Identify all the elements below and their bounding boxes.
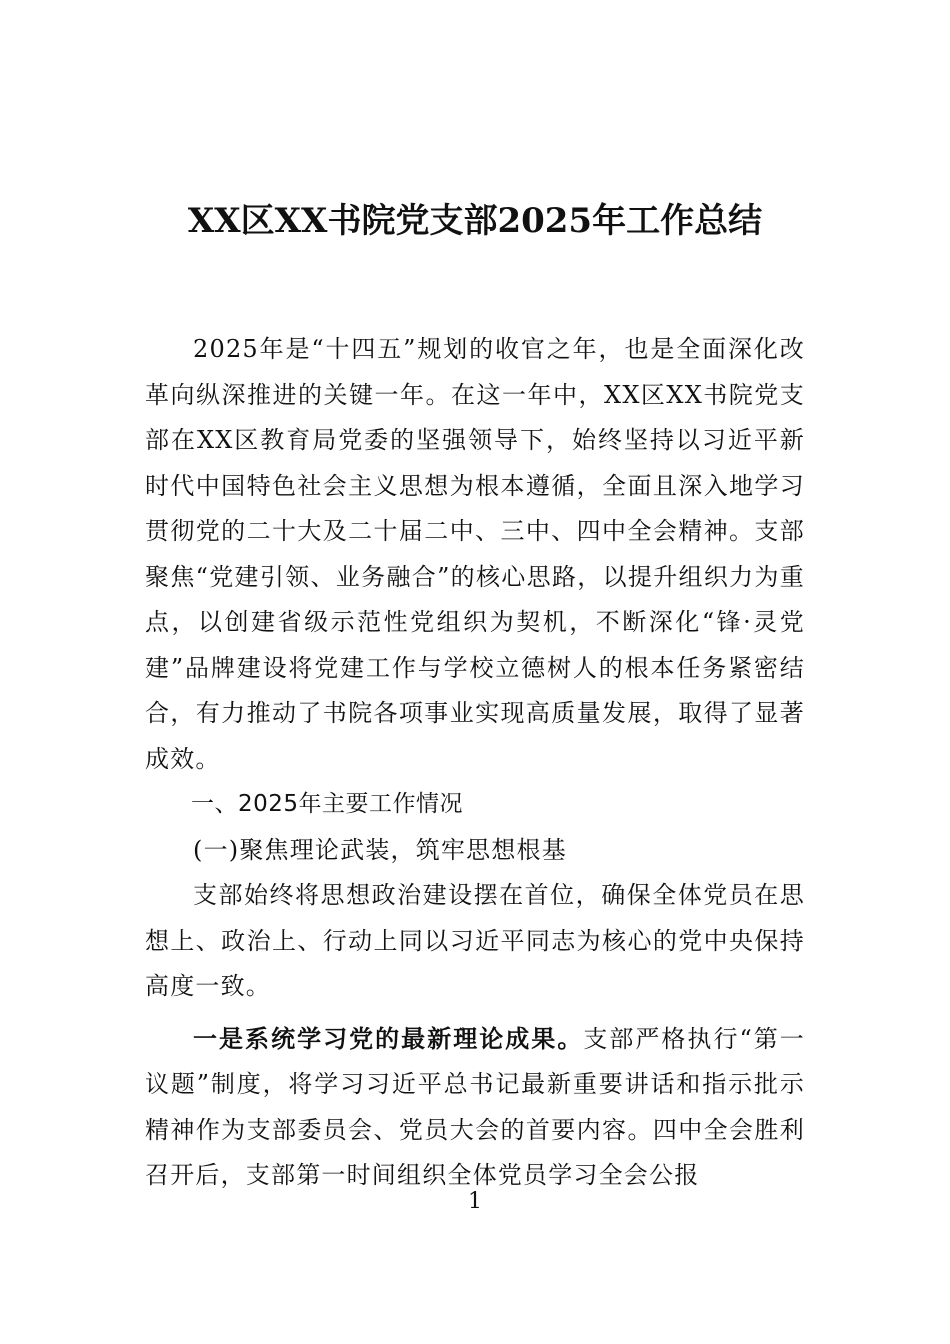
point-text: 支部严格执行“第一议题”制度，将学习习近平总书记最新重要讲话和指示批示精神作为支部委员会、党员大会的首要内容。四中全会胜利召开后，支部第一时间组织全体党员学习全会公报 xyxy=(145,1024,805,1189)
section-heading: 一、2025年主要工作情况 xyxy=(191,791,464,817)
document-title: XX区XX书院党支部2025年工作总结 xyxy=(187,201,763,241)
document-body xyxy=(145,327,805,1199)
intro-paragraph: 2025年是“十四五”规划的收官之年，也是全面深化改革向纵深推进的关键一年。在这一年中，XX区XX书院党支部在XX区教育局党委的坚强领导下，始终坚持以习近平新时代中国特色社会主义思想为根本遵循，全面且深入地学习贯彻党的二十大及二十届二中、三中、四中全会精神。支部聚焦“党建引领、业务融合”的核心思路，以提升组织力为重点，以创建省级示范性党组织为契机，不断深化“锋·灵党建”品牌建设将党建工作与学校立德树人的根本任务紧密结合，有力推动了书院各项事业实现高质量发展，取得了显著成效。 xyxy=(145,335,805,773)
point-paragraph xyxy=(145,1016,805,1199)
page-number: 1 xyxy=(468,1189,482,1214)
point-lead: 一是系统学习党的最新理论成果。 xyxy=(193,1023,584,1053)
subsection-paragraph: 支部始终将思想政治建设摆在首位，确保全体党员在思想上、政治上、行动上同以习近平同志为核心的党中央保持高度一致。 xyxy=(145,881,805,1000)
subsection-heading: (一)聚焦理论武装，筑牢思想根基 xyxy=(193,835,567,864)
